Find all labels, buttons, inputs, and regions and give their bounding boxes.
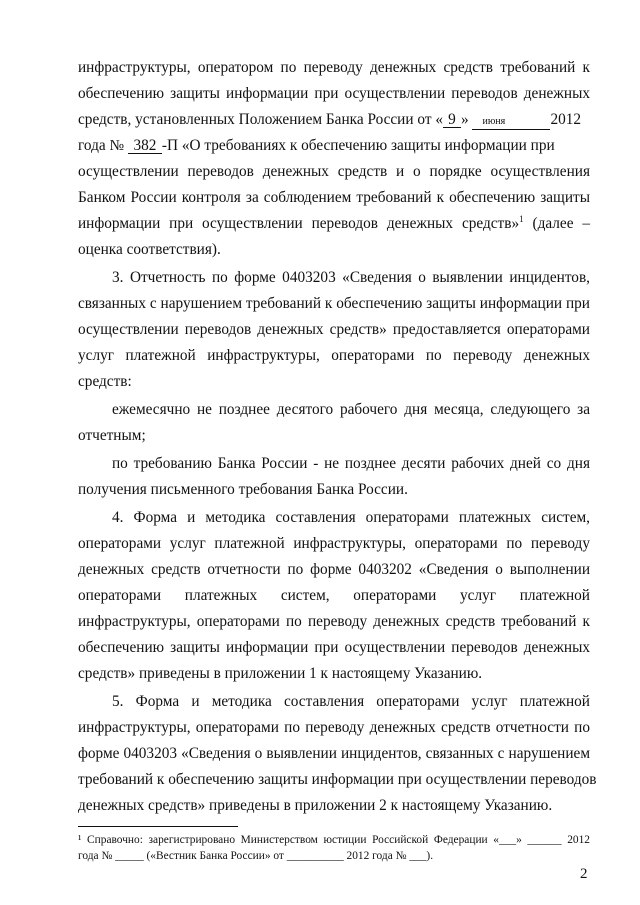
text-line: отчетным; [78,427,146,444]
footnote-line: года № _____ («Вестник Банка России» от __________ 2012 года № ___). [78,850,434,862]
text-line: операторами платежных систем, операторами услуг платежной [78,587,590,604]
filled-number-field: 382 [128,138,162,154]
text-fragment: информации при осуществлении переводов денежных средств» [78,215,520,232]
footnote-marker: 1 [519,213,524,224]
text-line: требований к обеспечению защиты информации при осуществлении переводов [78,771,597,788]
text-line [78,214,590,234]
text-fragment: -П «О требованиях к обеспечению защиты информации при [161,137,555,154]
page-number: 2 [580,866,588,882]
text-line: обеспечению защиты информации при осуществлении переводов денежных [78,639,590,656]
text-fragment: года № [78,137,128,154]
footnote-line: ¹ Справочно: зарегистрировано Министерством юстиции Российской Федерации «___» ______ 2012 [78,834,590,846]
text-line: денежных средств» приведены в приложении 2 к настоящему Указанию. [78,797,553,814]
text-line [78,110,590,130]
text-line: форме 0403203 «Сведения о выявлении инцидентов, связанных с нарушением [78,745,590,762]
text-line: по требованию Банка России - не позднее десяти рабочих дней со дня [112,455,590,472]
text-line: инфраструктуры, операторами по переводу денежных средств требований к [78,613,590,630]
paragraph-5-start: 5. Форма и методика составления операторами услуг платежной [112,693,590,710]
footnote-separator [78,826,238,827]
text-line: средств» приведены в приложении 1 к настоящему Указанию. [78,665,483,682]
text-line: осуществлении переводов денежных средств» предоставляется операторами [78,321,590,338]
text-fragment: » [460,111,473,128]
filled-month-field: июня [472,114,550,130]
text-line [78,136,590,156]
text-line: оценка соответствия). [78,241,221,258]
paragraph-4-start: 4. Форма и методика составления операторами платежных систем, [112,509,590,526]
text-line: инфраструктуры, оператором по переводу денежных средств требований к [78,59,590,76]
text-fragment: (далее – [523,215,591,232]
text-line: получения письменного требования Банка России. [78,481,408,498]
filled-day-field: 9 [443,112,461,128]
text-fragment: средств, установленных Положением Банка России от « [78,111,443,128]
text-fragment: 2012 [550,111,582,128]
text-line: средств: [78,373,132,390]
text-line: Банком России контроля за соблюдением требований к обеспечению защиты [78,189,590,206]
paragraph-3-start: 3. Отчетность по форме 0403203 «Сведения о выявлении инцидентов, [112,269,590,286]
text-line: ежемесячно не позднее десятого рабочего дня месяца, следующего за [112,401,590,418]
text-line: связанных с нарушением требований к обеспечению защиты информации при [78,295,590,312]
text-line: обеспечению защиты информации при осуществлении переводов денежных [78,85,590,102]
text-line: инфраструктуры, операторами по переводу денежных средств отчетности по [78,719,590,736]
text-line: услуг платежной инфраструктуры, операторами по переводу денежных [78,347,590,364]
text-line: денежных средств отчетности по форме 0403202 «Сведения о выполнении [78,561,590,578]
text-line: операторами услуг платежной инфраструктуры, операторами по переводу [78,535,590,552]
text-line: осуществлении переводов денежных средств и о порядке осуществления [78,163,590,180]
